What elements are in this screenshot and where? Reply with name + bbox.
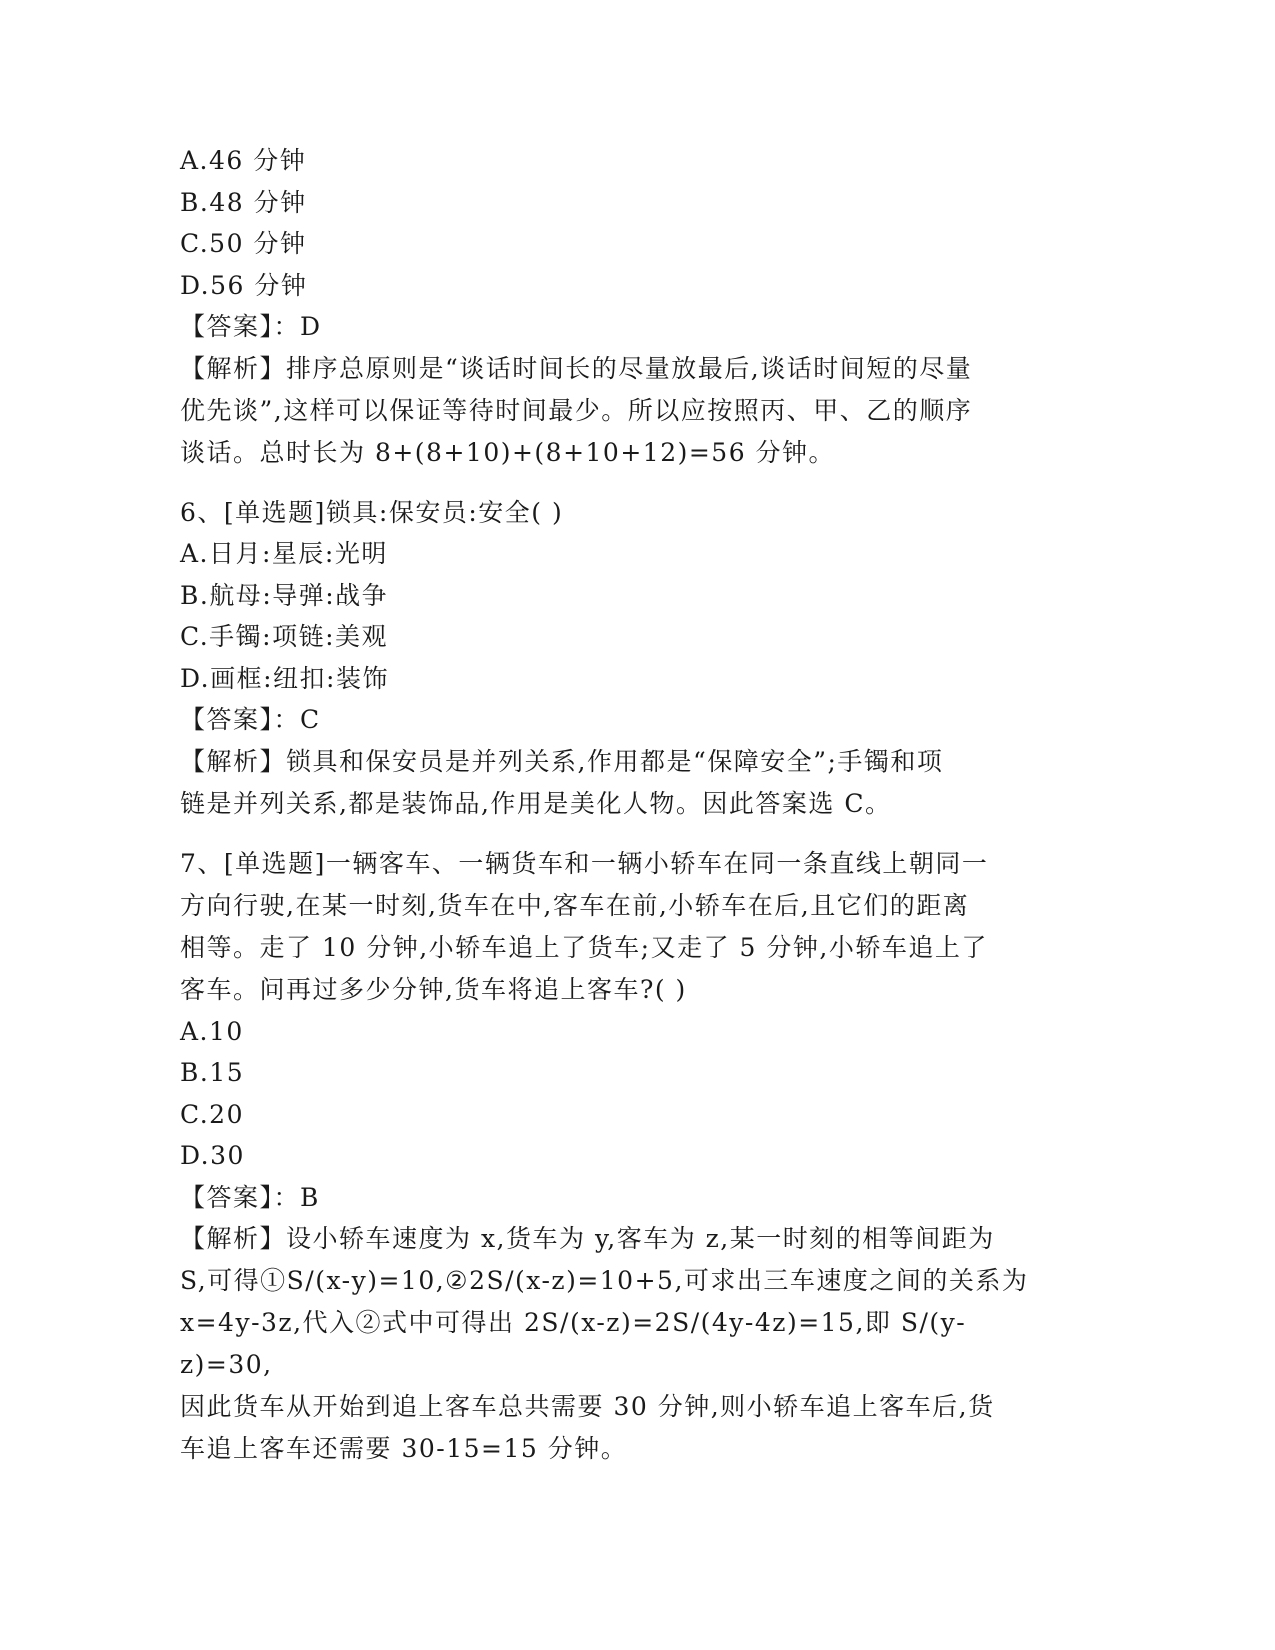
answer-line: 【答案】：D	[180, 312, 322, 341]
question-6-block	[180, 492, 1040, 825]
answer-line: 【答案】：C	[180, 705, 321, 734]
analysis-line: x=4y-3z,代入②式中可得出 2S/(x-z)=2S/(4y-4z)=15,即 S/(y-z)=30,	[180, 1308, 967, 1379]
analysis-line: 链是并列关系,都是装饰品,作用是美化人物。因此答案选 C。	[180, 788, 892, 818]
option-c: C.20	[180, 1099, 244, 1129]
analysis-paragraph	[180, 348, 1040, 474]
option-a: A.46 分钟	[180, 146, 307, 175]
option-d: D.56 分钟	[180, 270, 308, 300]
analysis-line: 【解析】锁具和保安员是并列关系,作用都是“保障安全”;手镯和项	[180, 746, 944, 776]
option-a: A.日月:星辰:光明	[180, 539, 388, 568]
analysis-line: 【解析】设小轿车速度为 x,货车为 y,客车为 z,某一时刻的相等间距为	[180, 1224, 995, 1253]
question-7-block	[180, 843, 1040, 1471]
option-b: B.15	[180, 1058, 245, 1087]
option-b: B.48 分钟	[180, 187, 307, 217]
analysis-paragraph	[180, 741, 1040, 825]
answer-line: 【答案】：B	[180, 1182, 320, 1212]
option-d: D.30	[180, 1141, 245, 1170]
analysis-paragraph	[180, 1218, 1040, 1470]
question-stem	[180, 843, 1040, 1011]
question-line: 方向行驶,在某一时刻,货车在中,客车在前,小轿车在后,且它们的距离	[180, 890, 970, 920]
analysis-line: 车追上客车还需要 30-15=15 分钟。	[180, 1434, 628, 1463]
option-a: A.10	[180, 1016, 244, 1046]
analysis-line: S,可得①S/(x-y)=10,②2S/(x-z)=10+5,可求出三车速度之间的关系为	[180, 1266, 1029, 1295]
option-b: B.航母:导弹:战争	[180, 580, 389, 610]
document-page	[180, 140, 1040, 1470]
analysis-line: 谈话。总时长为 8+(8+10)+(8+10+12)=56 分钟。	[180, 437, 836, 467]
question-5-block	[180, 140, 1040, 474]
question-line: 7、[单选题]一辆客车、一辆货车和一辆小轿车在同一条直线上朝同一	[180, 848, 989, 878]
option-d: D.画框:纽扣:装饰	[180, 663, 389, 693]
question-line: 客车。问再过多少分钟,货车将追上客车?( )	[180, 974, 687, 1004]
option-c: C.手镯:项链:美观	[180, 622, 389, 651]
question-line: 相等。走了 10 分钟,小轿车追上了货车;又走了 5 分钟,小轿车追上了	[180, 932, 988, 962]
option-c: C.50 分钟	[180, 229, 307, 258]
analysis-line: 【解析】排序总原则是“谈话时间长的尽量放最后,谈话时间短的尽量	[180, 353, 973, 383]
analysis-line: 优先谈”,这样可以保证等待时间最少。所以应按照丙、甲、乙的顺序	[180, 395, 973, 425]
analysis-line: 因此货车从开始到追上客车总共需要 30 分钟,则小轿车追上客车后,货	[180, 1392, 995, 1421]
question-stem: 6、[单选题]锁具:保安员:安全( )	[180, 497, 564, 527]
